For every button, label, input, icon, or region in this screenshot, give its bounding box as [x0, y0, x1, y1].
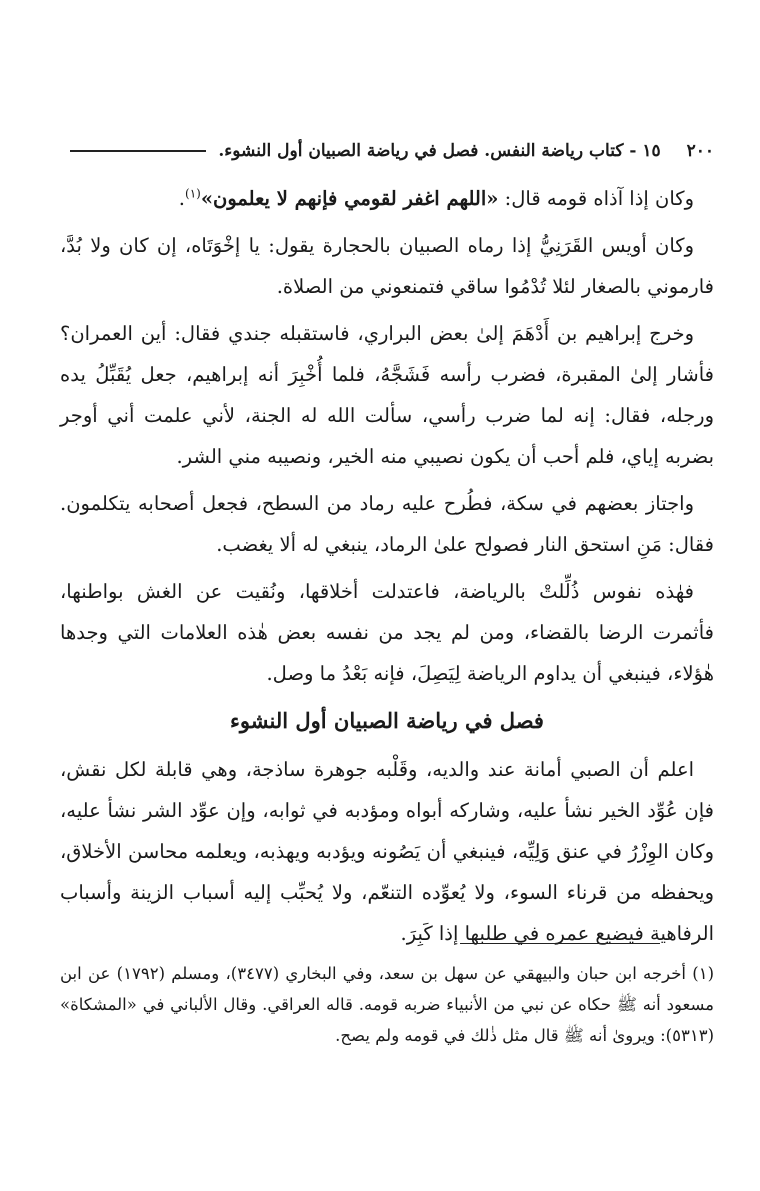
paragraph: وكان أويس القَرَنِيُّ إذا رماه الصبيان بالحجارة يقول: يا إخْوَتَاه، إن كان ولا بُدَّ، فارموني بالصغار لئلا تُدْمُوا ساقي فتمنعوني من الصلاة.: [60, 234, 714, 298]
footnote-text: (١) أخرجه ابن حبان والبيهقي عن سهل بن سعد، وفي البخاري (٣٤٧٧)، ومسلم (١٧٩٢) عن ابن مسعود أنه ﷺ حكاه عن نبي من الأنبياء ضربه قومه. قاله العراقي. وقال الألباني في «المشكاة» (٥٣١٣): ويروىٰ أنه ﷺ قال مثل ذٰلك في قومه ولم يصح.: [60, 964, 714, 1045]
paragraph: فهٰذه نفوس ذُلِّلتْ بالرياضة، فاعتدلت أخلاقها، ونُقيت عن الغش بواطنها، فأثمرت الرضا بالقضاء، ومن لم يجد من نفسه بعض هٰذه العلامات التي وجدها هٰؤلاء، فينبغي أن يداوم الرياضة لِيَصِلَ، فإنه بَعْدُ ما وصل.: [60, 580, 714, 685]
section-heading: فصل في رياضة الصبيان أول النشوء: [230, 708, 544, 733]
running-title: ١٥ - كتاب رياضة النفس. فصل في رياضة الصبيان أول النشوء.: [218, 141, 661, 161]
footnote-reference[interactable]: (١): [185, 186, 201, 201]
footnote: [60, 958, 714, 1051]
paragraph: [60, 178, 714, 219]
paragraph: واجتاز بعضهم في سكة، فطُرح عليه رماد من السطح، فجعل أصحابه يتكلمون. فقال: مَنِ استحق النار فصولح علىٰ الرماد، ينبغي له ألا يغضب.: [60, 492, 714, 556]
paragraph: اعلم أن الصبي أمانة عند والديه، وقَلْبه جوهرة ساذجة، وهي قابلة لكل نقش، فإن عُوِّد الخير نشأ عليه، وشاركه أبواه ومؤدبه في ثوابه، وإن عوِّد الشر نشأ عليه، وكان الوِزْرُ في عنق وَلِيِّه، فينبغي أن يَصُونه ويؤدبه ويهذبه، ويعلمه محاسن الأخلاق، ويحفظه من قرناء السوء، ولا يُعوِّده التنعّم، ولا يُحبِّب إليه أسباب الزينة وأسباب الرفاهية فيضيع عمره في طلبها إذا كَبِرَ.: [60, 758, 714, 945]
running-header: [70, 136, 714, 166]
paragraph-text: .: [178, 187, 185, 210]
main-text: [60, 178, 714, 960]
hadith-quote: «اللهم اغفر لقومي فإنهم لا يعلمون»: [200, 187, 499, 210]
paragraph-text: وكان إذا آذاه قومه قال:: [498, 187, 694, 210]
footnote-rule: [460, 943, 660, 944]
page-number: ٢٠٠: [686, 141, 714, 161]
header-rule: [70, 150, 206, 152]
paragraph: وخرج إبراهيم بن أَدْهَمَ إلىٰ بعض البراري، فاستقبله جندي فقال: أين العمران؟ فأشار إلىٰ المقبرة، فضرب رأسه فَشَجَّهُ، فلما أُخْبِرَ أنه إبراهيم، جعل يُقَبِّلُ يده ورجله، فقال: إنه لما ضرب رأسي، سألت الله له الجنة، لأني علمت أني أوجر بضربه إياي، فلم أحب أن يكون نصيبي منه الخير، ونصيبه مني الشر.: [60, 322, 714, 468]
